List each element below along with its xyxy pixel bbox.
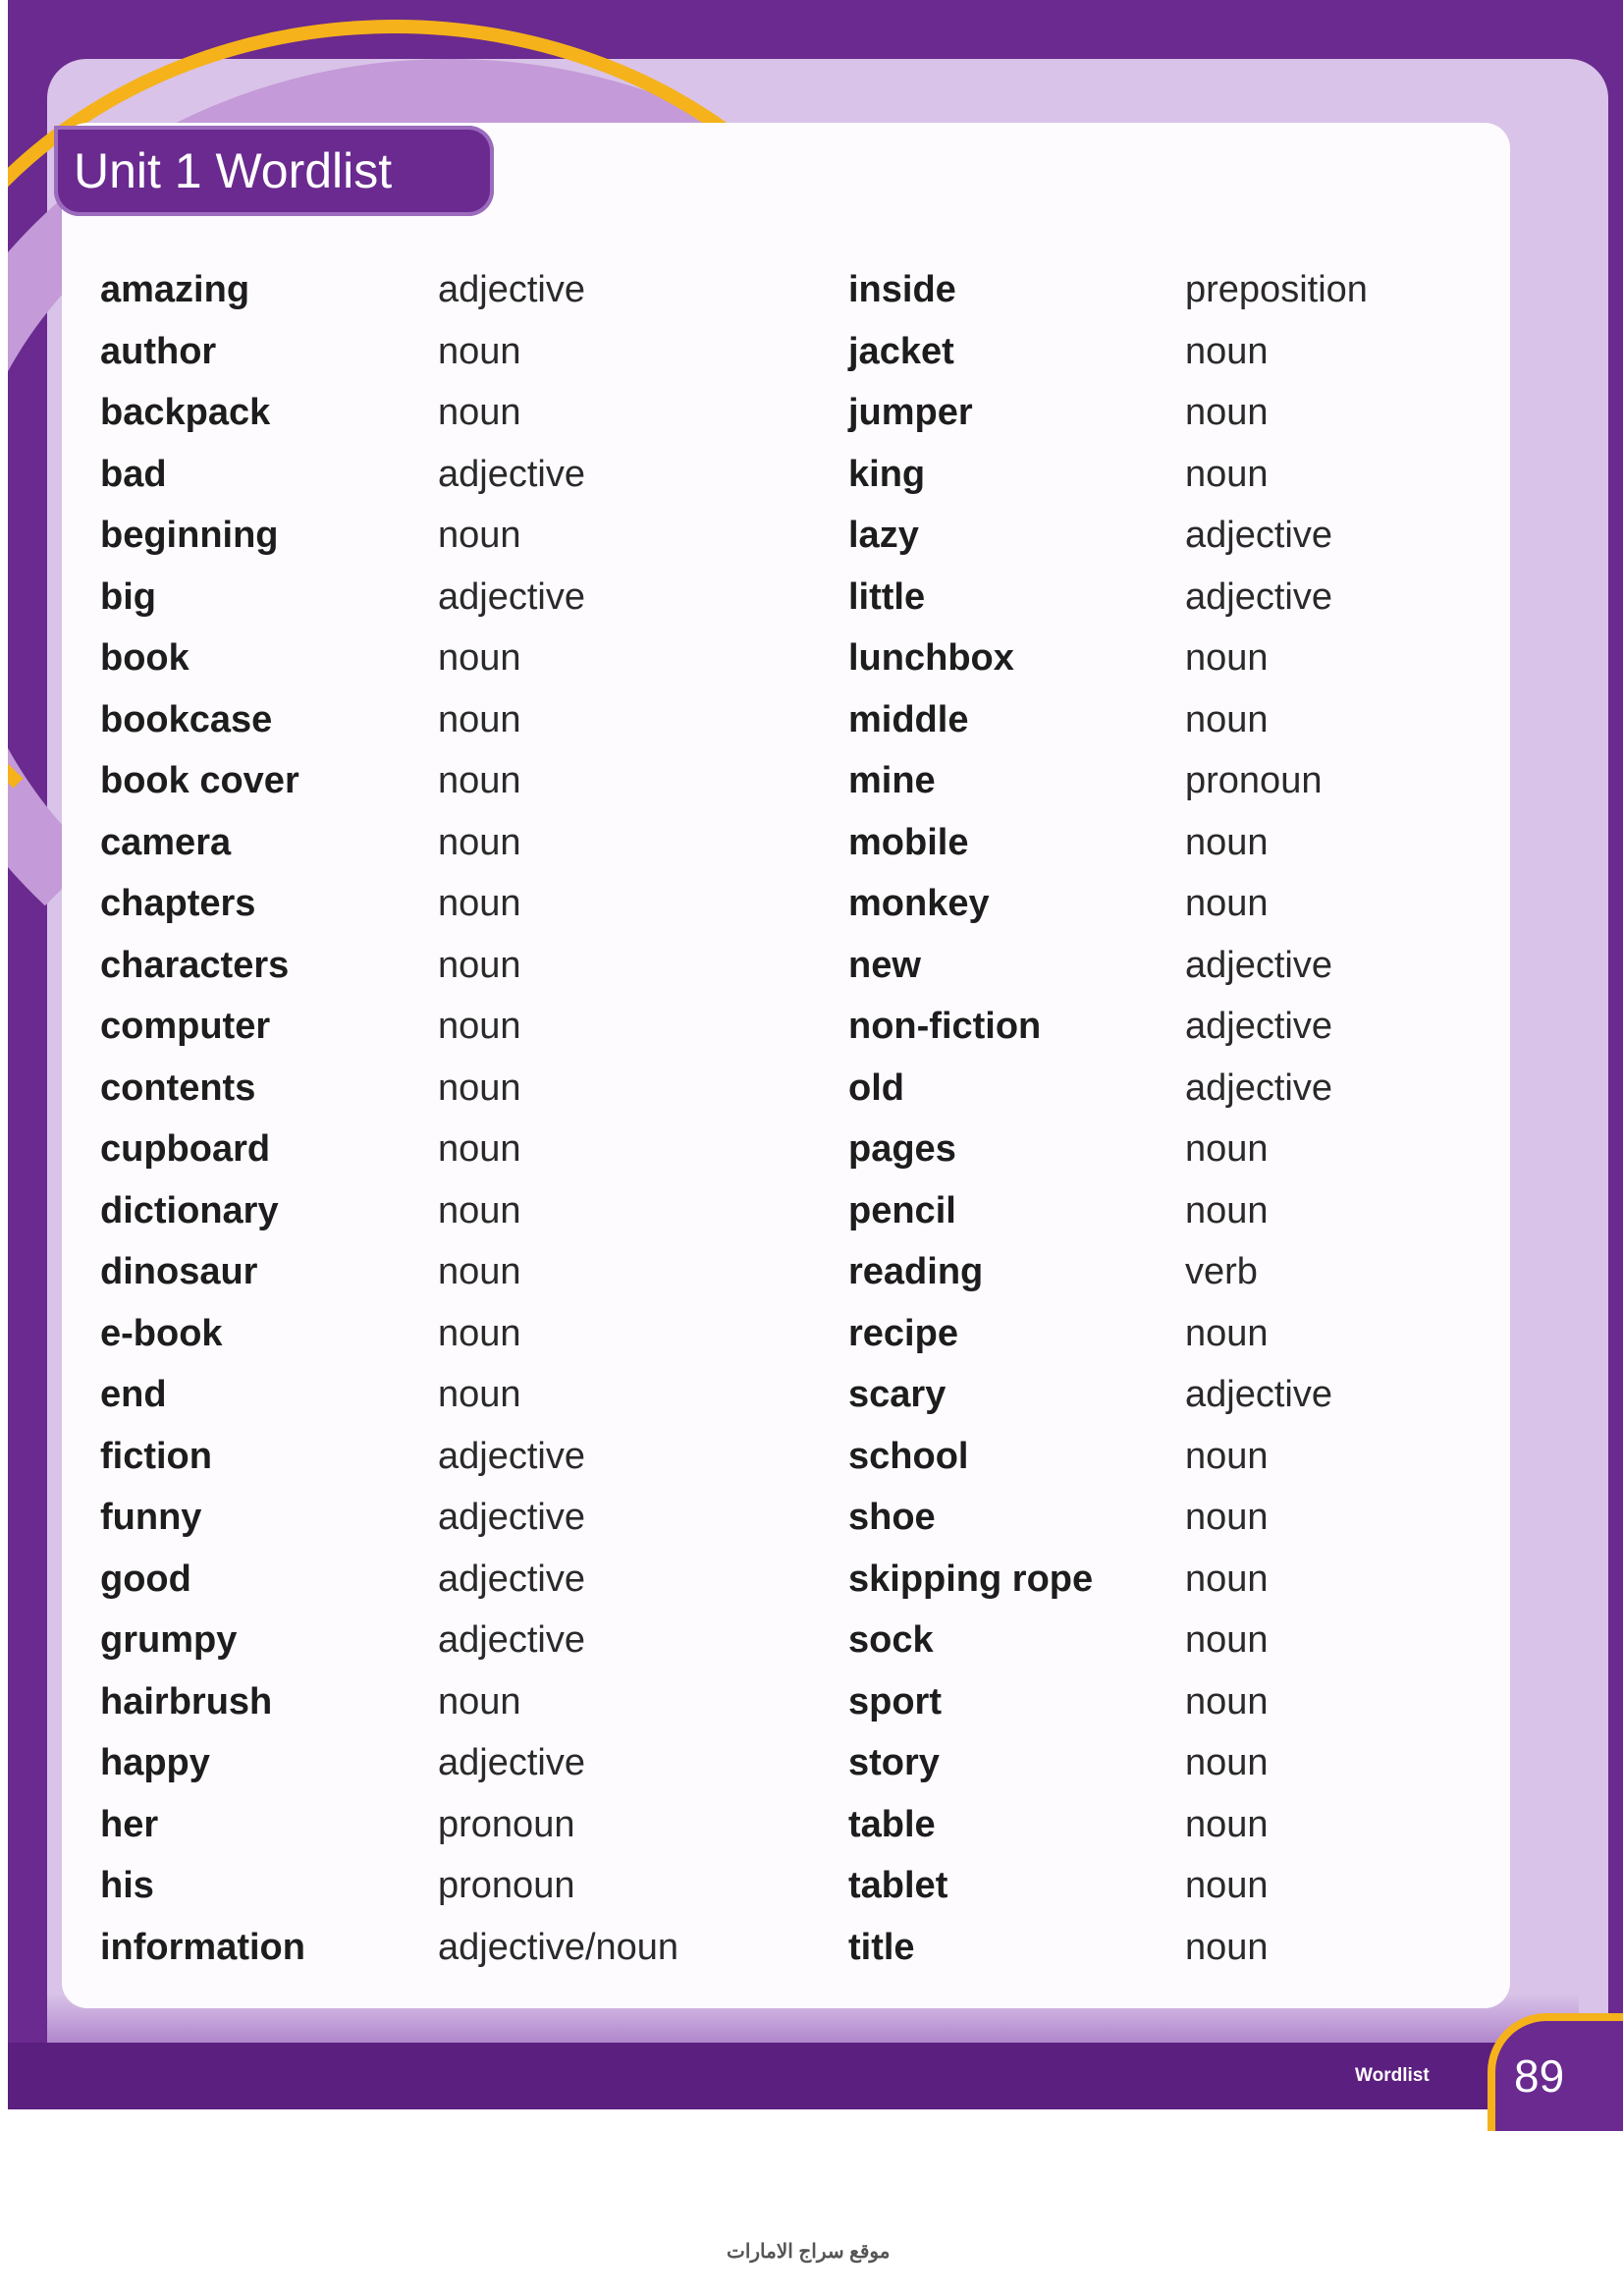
wordlist-word: king	[848, 453, 926, 495]
wordlist-word: beginning	[100, 515, 279, 556]
wordlist-part-of-speech: noun	[438, 637, 521, 679]
wordlist-part-of-speech: noun	[1185, 1742, 1269, 1783]
wordlist-part-of-speech: adjective	[1185, 1374, 1332, 1415]
wordlist-part-of-speech: adjective	[438, 1558, 585, 1600]
wordlist-part-of-speech: verb	[1185, 1251, 1258, 1292]
wordlist-word: skipping rope	[848, 1558, 1094, 1600]
wordlist-word: book	[100, 637, 189, 679]
wordlist-word: book cover	[100, 760, 299, 801]
wordlist-part-of-speech: noun	[1185, 1619, 1269, 1661]
wordlist-word: scary	[848, 1374, 947, 1415]
wordlist-word: lunchbox	[848, 637, 1014, 679]
wordlist-word: grumpy	[100, 1619, 238, 1661]
wordlist-part-of-speech: noun	[1185, 1680, 1269, 1722]
wordlist-part-of-speech: adjective	[438, 575, 585, 618]
wordlist-word: table	[848, 1803, 936, 1845]
wordlist-word: computer	[100, 1006, 271, 1047]
wordlist-part-of-speech: preposition	[1185, 269, 1368, 310]
wordlist-word: non-fiction	[848, 1006, 1042, 1047]
wordlist-word: new	[848, 944, 921, 986]
word-column-right	[848, 259, 1093, 1978]
wordlist-word: story	[848, 1742, 940, 1783]
wordlist-word: lazy	[848, 515, 919, 556]
wordlist-part-of-speech: pronoun	[438, 1803, 575, 1845]
pos-column-left	[438, 259, 678, 1978]
wordlist-part-of-speech: adjective	[1185, 944, 1332, 986]
wordlist-part-of-speech: noun	[1185, 1189, 1269, 1231]
wordlist-word: author	[100, 330, 217, 372]
wordlist-word: reading	[848, 1251, 984, 1292]
wordlist-part-of-speech: noun	[438, 883, 521, 924]
wordlist-word: amazing	[100, 269, 250, 310]
wordlist-part-of-speech: pronoun	[438, 1865, 575, 1906]
wordlist-part-of-speech: noun	[438, 1006, 521, 1047]
wordlist-word: cupboard	[100, 1128, 271, 1170]
wordlist-word: good	[100, 1558, 191, 1600]
wordlist-word: middle	[848, 698, 969, 740]
wordlist-part-of-speech: noun	[1185, 392, 1269, 433]
wordlist-part-of-speech: adjective	[438, 1742, 585, 1783]
wordlist-part-of-speech: pronoun	[1185, 760, 1323, 801]
wordlist-part-of-speech: adjective	[1185, 575, 1332, 618]
wordlist-word: characters	[100, 944, 290, 986]
wordlist-part-of-speech: noun	[438, 1312, 521, 1354]
wordlist-word: his	[100, 1865, 154, 1906]
wordlist-part-of-speech: noun	[438, 1128, 521, 1170]
wordlist-part-of-speech: noun	[438, 1189, 521, 1231]
wordlist-word: her	[100, 1803, 159, 1845]
wordlist-part-of-speech: noun	[1185, 637, 1269, 679]
wordlist-part-of-speech: adjective	[438, 1435, 585, 1477]
wordlist-word: pages	[848, 1128, 956, 1170]
wordlist-part-of-speech: noun	[1185, 883, 1269, 924]
wordlist-word: contents	[100, 1066, 256, 1109]
wordlist-word: title	[848, 1926, 915, 1968]
wordlist-part-of-speech: noun	[1185, 330, 1269, 372]
wordlist-word: pencil	[848, 1189, 956, 1231]
wordlist-word: jumper	[848, 392, 973, 433]
wordlist-word: monkey	[848, 883, 990, 924]
wordlist-word: backpack	[100, 392, 271, 433]
wordlist-word: bad	[100, 453, 167, 495]
wordlist-word: little	[848, 575, 926, 618]
wordlist-word: happy	[100, 1742, 210, 1783]
wordlist-part-of-speech: noun	[1185, 1926, 1269, 1968]
wordlist-part-of-speech: adjective	[1185, 515, 1332, 556]
wordlist-part-of-speech: noun	[1185, 1435, 1269, 1477]
wordlist-part-of-speech: adjective	[438, 453, 585, 495]
wordlist-word: sock	[848, 1619, 934, 1661]
wordlist-word: dictionary	[100, 1189, 279, 1231]
wordlist-part-of-speech: adjective	[1185, 1066, 1332, 1109]
wordlist-part-of-speech: noun	[1185, 1803, 1269, 1845]
wordlist-part-of-speech: noun	[438, 1066, 521, 1109]
wordlist-word: recipe	[848, 1312, 958, 1354]
source-footer-text: موقع سراج الامارات	[727, 2241, 891, 2263]
wordlist-word: end	[100, 1374, 167, 1415]
wordlist-word: camera	[100, 821, 232, 863]
wordlist-part-of-speech: noun	[438, 821, 521, 863]
wordlist-part-of-speech: noun	[438, 760, 521, 801]
wordlist-word: funny	[100, 1497, 202, 1538]
wordlist-word: information	[100, 1926, 305, 1968]
wordlist-part-of-speech: noun	[438, 698, 521, 740]
wordlist-word: big	[100, 575, 156, 618]
wordlist-part-of-speech: noun	[1185, 1128, 1269, 1170]
wordlist-part-of-speech: noun	[438, 392, 521, 433]
wordlist-part-of-speech: adjective	[438, 1497, 585, 1538]
wordlist-part-of-speech: noun	[1185, 1497, 1269, 1538]
wordlist-word: mobile	[848, 821, 969, 863]
wordlist-word: mine	[848, 760, 936, 801]
wordlist-word: e-book	[100, 1312, 223, 1354]
wordlist-part-of-speech: noun	[438, 944, 521, 986]
wordlist-part-of-speech: noun	[438, 330, 521, 372]
wordlist-part-of-speech: noun	[1185, 1312, 1269, 1354]
wordlist-word: tablet	[848, 1865, 948, 1906]
wordlist-part-of-speech: noun	[438, 1680, 521, 1722]
wordlist-word: hairbrush	[100, 1680, 273, 1722]
wordlist-part-of-speech: adjective	[1185, 1006, 1332, 1047]
wordlist-word: jacket	[848, 330, 954, 372]
wordlist-part-of-speech: noun	[1185, 453, 1269, 495]
wordlist-word: fiction	[100, 1435, 212, 1477]
wordlist-part-of-speech: adjective	[438, 269, 585, 310]
wordlist-part-of-speech: noun	[1185, 1865, 1269, 1906]
page-title: Unit 1 Wordlist	[54, 126, 494, 216]
wordlist-word: school	[848, 1435, 969, 1477]
wordlist-part-of-speech: noun	[1185, 821, 1269, 863]
wordlist-part-of-speech: noun	[438, 1374, 521, 1415]
wordlist-part-of-speech: adjective/noun	[438, 1926, 679, 1968]
pos-column-right	[1185, 259, 1368, 1978]
wordlist-word: shoe	[848, 1497, 936, 1538]
wordlist-part-of-speech: adjective	[438, 1619, 585, 1661]
wordlist-word: inside	[848, 269, 956, 310]
wordlist-word: old	[848, 1066, 904, 1109]
footer-label: Wordlist	[1355, 2065, 1430, 2086]
wordlist-word: bookcase	[100, 698, 273, 740]
wordlist-part-of-speech: noun	[438, 515, 521, 556]
wordlist-part-of-speech: noun	[1185, 1558, 1269, 1600]
wordlist-part-of-speech: noun	[1185, 698, 1269, 740]
word-column-left	[100, 259, 305, 1978]
wordlist-word: sport	[848, 1680, 942, 1722]
wordlist-word: dinosaur	[100, 1251, 258, 1292]
wordlist-word: chapters	[100, 883, 256, 924]
page-number: 89	[1514, 2050, 1565, 2102]
wordlist-part-of-speech: noun	[438, 1251, 521, 1292]
